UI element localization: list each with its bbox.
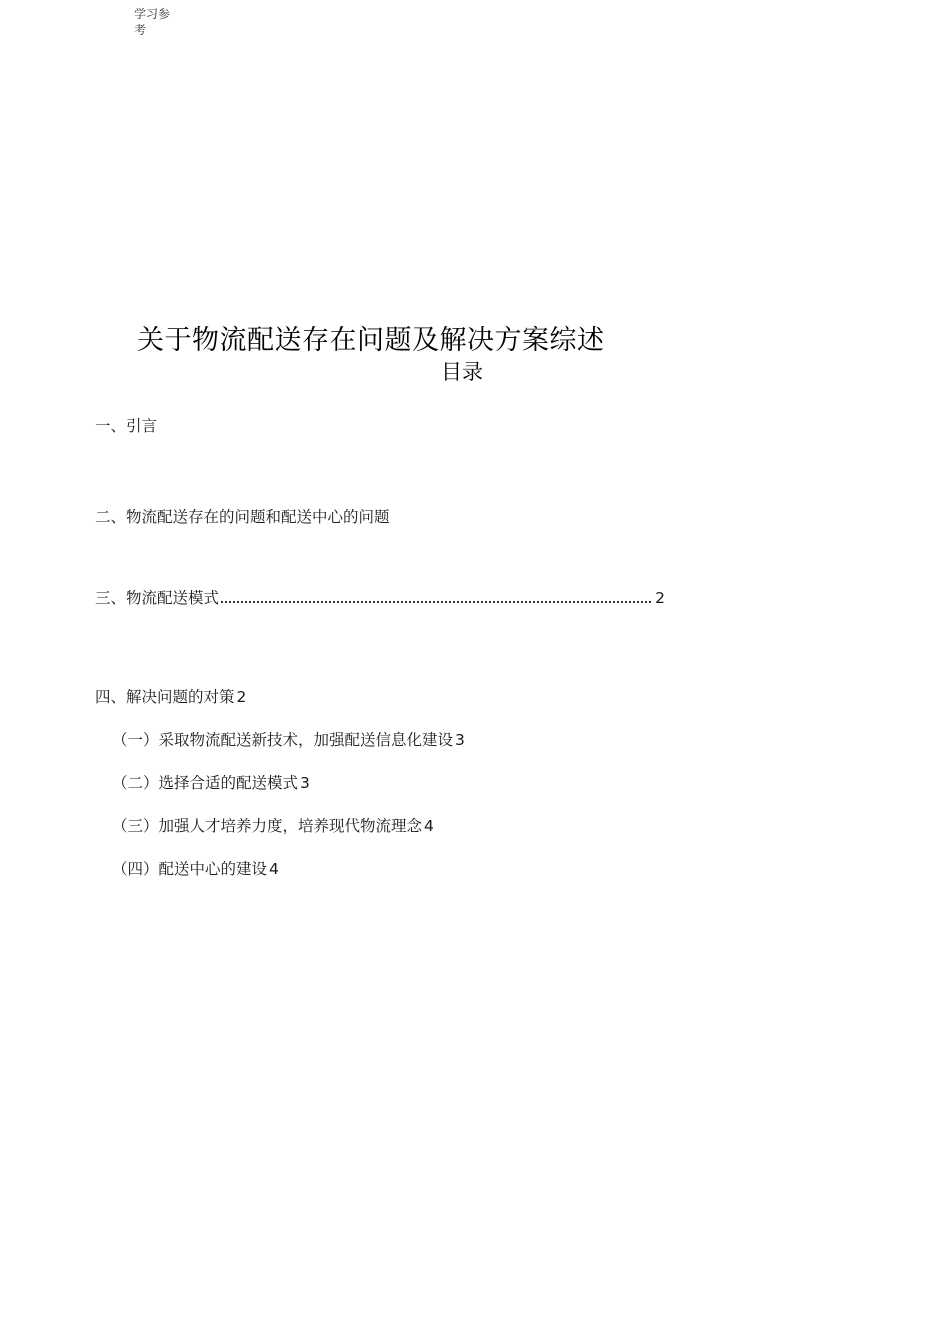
toc-entry-label: 二、物流配送存在的问题和配送中心的问题 bbox=[95, 508, 390, 526]
toc-entry-label: 三、物流配送模式 bbox=[95, 589, 220, 607]
toc-subentry-choose-mode[interactable] bbox=[112, 773, 310, 793]
toc-entry-problems[interactable] bbox=[95, 507, 390, 527]
toc-page-number: 4 bbox=[424, 817, 434, 835]
toc-entry-label: （四）配送中心的建设 bbox=[112, 860, 268, 878]
toc-entry-distribution-modes[interactable] bbox=[95, 588, 665, 608]
dot-leader bbox=[221, 601, 651, 603]
toc-heading: 目录 bbox=[441, 360, 483, 384]
document-title: 关于物流配送存在问题及解决方案综述 bbox=[137, 325, 605, 356]
toc-entry-label: （一）采取物流配送新技术，加强配送信息化建设 bbox=[112, 731, 454, 749]
toc-entry-label: （二）选择合适的配送模式 bbox=[112, 774, 299, 792]
toc-subentry-new-technology[interactable] bbox=[112, 730, 465, 750]
header-note: 学习参考 bbox=[134, 7, 171, 37]
toc-entry-label: 一、引言 bbox=[95, 417, 158, 435]
toc-subentry-talent-training[interactable] bbox=[112, 816, 434, 836]
toc-page-number: 3 bbox=[455, 731, 465, 749]
toc-entry-label: 四、解决问题的对策 bbox=[95, 688, 235, 706]
toc-page-number: 2 bbox=[655, 589, 665, 607]
toc-page-number: 4 bbox=[269, 860, 279, 878]
toc-entry-label: （三）加强人才培养力度，培养现代物流理念 bbox=[112, 817, 423, 835]
toc-page-number: 3 bbox=[300, 774, 310, 792]
toc-subentry-center-construction[interactable] bbox=[112, 859, 279, 879]
toc-page-number: 2 bbox=[236, 688, 247, 706]
toc-entry-countermeasures[interactable] bbox=[95, 687, 246, 707]
toc-entry-introduction[interactable] bbox=[95, 416, 157, 436]
